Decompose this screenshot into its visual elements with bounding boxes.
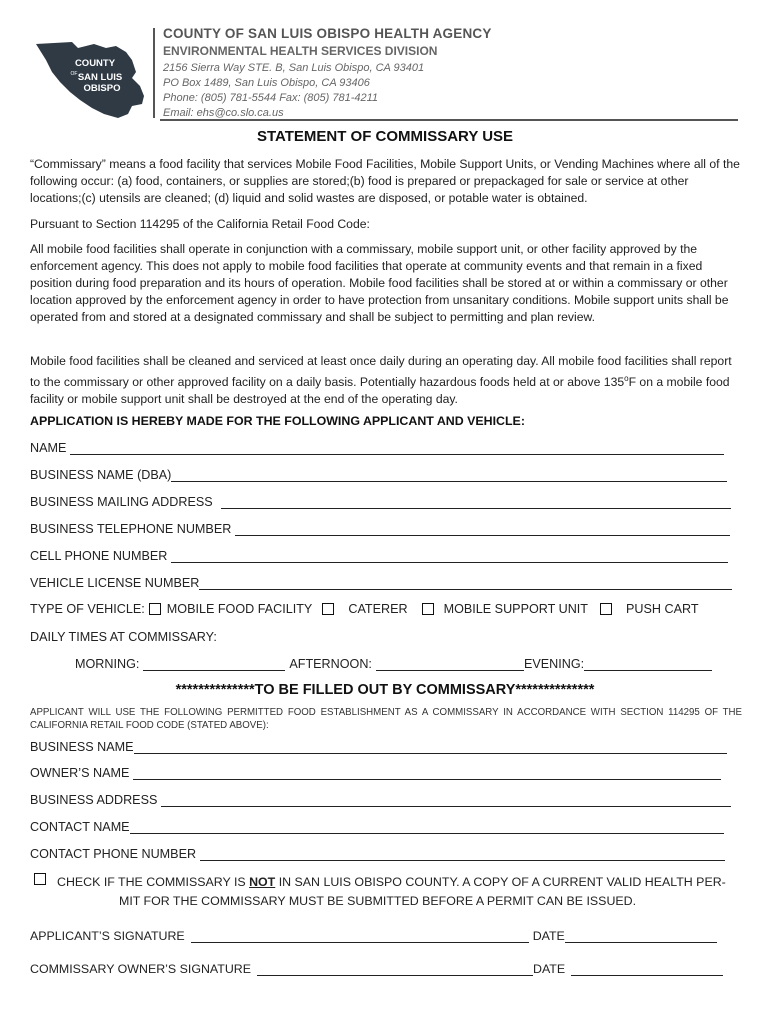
commissary-business-name-field[interactable]: BUSINESS NAME (30, 740, 727, 754)
vehicle-option-mobile-food-facility[interactable]: MOBILE FOOD FACILITY (149, 602, 313, 616)
vehicle-option-mobile-support-unit[interactable]: MOBILE SUPPORT UNIT (422, 602, 588, 616)
vehicle-type-row (30, 602, 699, 616)
checkbox[interactable] (422, 603, 434, 615)
checkbox[interactable] (322, 603, 334, 615)
vehicle-option-push-cart[interactable]: PUSH CART (600, 602, 699, 616)
cell-phone-field[interactable]: CELL PHONE NUMBER (30, 549, 728, 563)
commissary-statement: APPLICANT WILL USE THE FOLLOWING PERMITTED FOOD ESTABLISHMENT AS A COMMISSARY IN ACCORDANCE WITH SECTION 114295 OF THE CALIFORNIA RETAIL FOOD CODE (STATED ABOVE): (30, 707, 742, 731)
owner-signature-row: COMMISSARY OWNER’S SIGNATURE DATE (30, 962, 723, 976)
morning-input[interactable] (143, 657, 285, 671)
header-divider-vertical (153, 28, 155, 118)
owner-signature-input[interactable] (257, 962, 533, 976)
business-name-field[interactable]: BUSINESS NAME (DBA) (30, 468, 727, 482)
afternoon-input[interactable] (376, 657, 524, 671)
name-field[interactable]: NAME (30, 441, 724, 455)
address-line-1: 2156 Sierra Way STE. B, San Luis Obispo, CA 93401 (163, 62, 425, 74)
commissary-address-field[interactable]: BUSINESS ADDRESS (30, 793, 731, 807)
mailing-address-field[interactable]: BUSINESS MAILING ADDRESS (30, 495, 731, 509)
applicant-signature-row: APPLICANT’S SIGNATURE DATE (30, 929, 717, 943)
daily-times-label: DAILY TIMES AT COMMISSARY: (30, 630, 217, 644)
logo-text-of: OF (70, 71, 78, 77)
checkbox[interactable] (600, 603, 612, 615)
cleaning-requirements: Mobile food facilities shall be cleaned and serviced at least once daily during an operating day. All mobile food facilities shall report to the commissary or other approved facility on a daily basis. Potentially hazardous foods held at or above 135$^o$F on a mobile food facility or mobile support unit shall be destroyed at the end of the operating day. (30, 354, 732, 407)
agency-name: COUNTY OF SAN LUIS OBISPO HEALTH AGENCY (163, 26, 492, 41)
evening-label: EVENING: (523, 657, 585, 671)
vehicle-license-field[interactable]: VEHICLE LICENSE NUMBER (30, 576, 732, 590)
header-divider-horizontal (160, 119, 738, 121)
afternoon-label: AFTERNOON: (289, 657, 372, 671)
vehicle-option-caterer[interactable]: CATERER (322, 602, 407, 616)
out-of-county-checkbox[interactable] (34, 873, 46, 885)
telephone-field[interactable]: BUSINESS TELEPHONE NUMBER (30, 522, 730, 536)
evening-input[interactable] (584, 657, 712, 671)
phone-fax: Phone: (805) 781-5544 Fax: (805) 781-4211 (163, 92, 379, 104)
address-line-2: PO Box 1489, San Luis Obispo, CA 93406 (163, 77, 370, 89)
logo-text-county: COUNTY (74, 58, 116, 69)
checkbox[interactable] (149, 603, 161, 615)
vehicle-type-label: TYPE OF VEHICLE: (30, 602, 145, 616)
applicant-date-input[interactable] (565, 929, 717, 943)
logo-text-obispo: OBISPO (83, 83, 121, 94)
owner-date-input[interactable] (571, 962, 723, 976)
pursuant-text: Pursuant to Section 114295 of the California Retail Food Code: (30, 217, 370, 231)
contact-name-field[interactable]: CONTACT NAME (30, 820, 724, 834)
operation-requirements: All mobile food facilities shall operate in conjunction with a commissary, mobile support unit, or other facility approved by the enforcement agency. This does not apply to mobile food facilities that operate at community events and that remain in a fixed position during food preparation and its hours of operation. Mobile food facilities shall be stored at or within a commissary or other location approved by the enforcement agency in order to have protection from unsanitary conditions. Mobile support units shall be operated from and stored at a designated commissary and shall be subject to permitting and plan review. (30, 242, 729, 324)
division-name: ENVIRONMENTAL HEALTH SERVICES DIVISION (163, 44, 438, 58)
out-of-county-notice: CHECK IF THE COMMISSARY IS NOT IN SAN LUIS OBISPO COUNTY. A COPY OF A CURRENT VALID HEALTH PER- MIT FOR THE COMMISSARY MUST BE SUBMITTED BEFORE A PERMIT CAN BE ISSUED. (57, 875, 726, 908)
email: Email: ehs@co.slo.ca.us (163, 107, 284, 119)
applicant-signature-input[interactable] (191, 929, 529, 943)
logo-text-san-luis: SAN LUIS (77, 72, 123, 83)
times-row (75, 657, 712, 671)
application-heading: APPLICATION IS HEREBY MADE FOR THE FOLLOWING APPLICANT AND VEHICLE: (30, 414, 525, 428)
owner-name-field[interactable]: OWNER’S NAME (30, 766, 721, 780)
county-logo (32, 38, 152, 120)
contact-phone-field[interactable]: CONTACT PHONE NUMBER (30, 847, 725, 861)
commissary-definition: “Commissary” means a food facility that services Mobile Food Facilities, Mobile Support Units, or Vending Machines where all of the following occur: (a) food, containers, or supplies are stored;(b) food is prepared or prepackaged for sale or service at other locations;(c) utensils are cleaned; (d) liquid and solid wastes are disposed, or potable water is obtained. (30, 157, 740, 205)
document-title: STATEMENT OF COMMISSARY USE (256, 128, 514, 145)
commissary-section-heading: **************TO BE FILLED OUT BY COMMISSARY************** (175, 682, 595, 698)
morning-label: MORNING: (75, 657, 140, 671)
